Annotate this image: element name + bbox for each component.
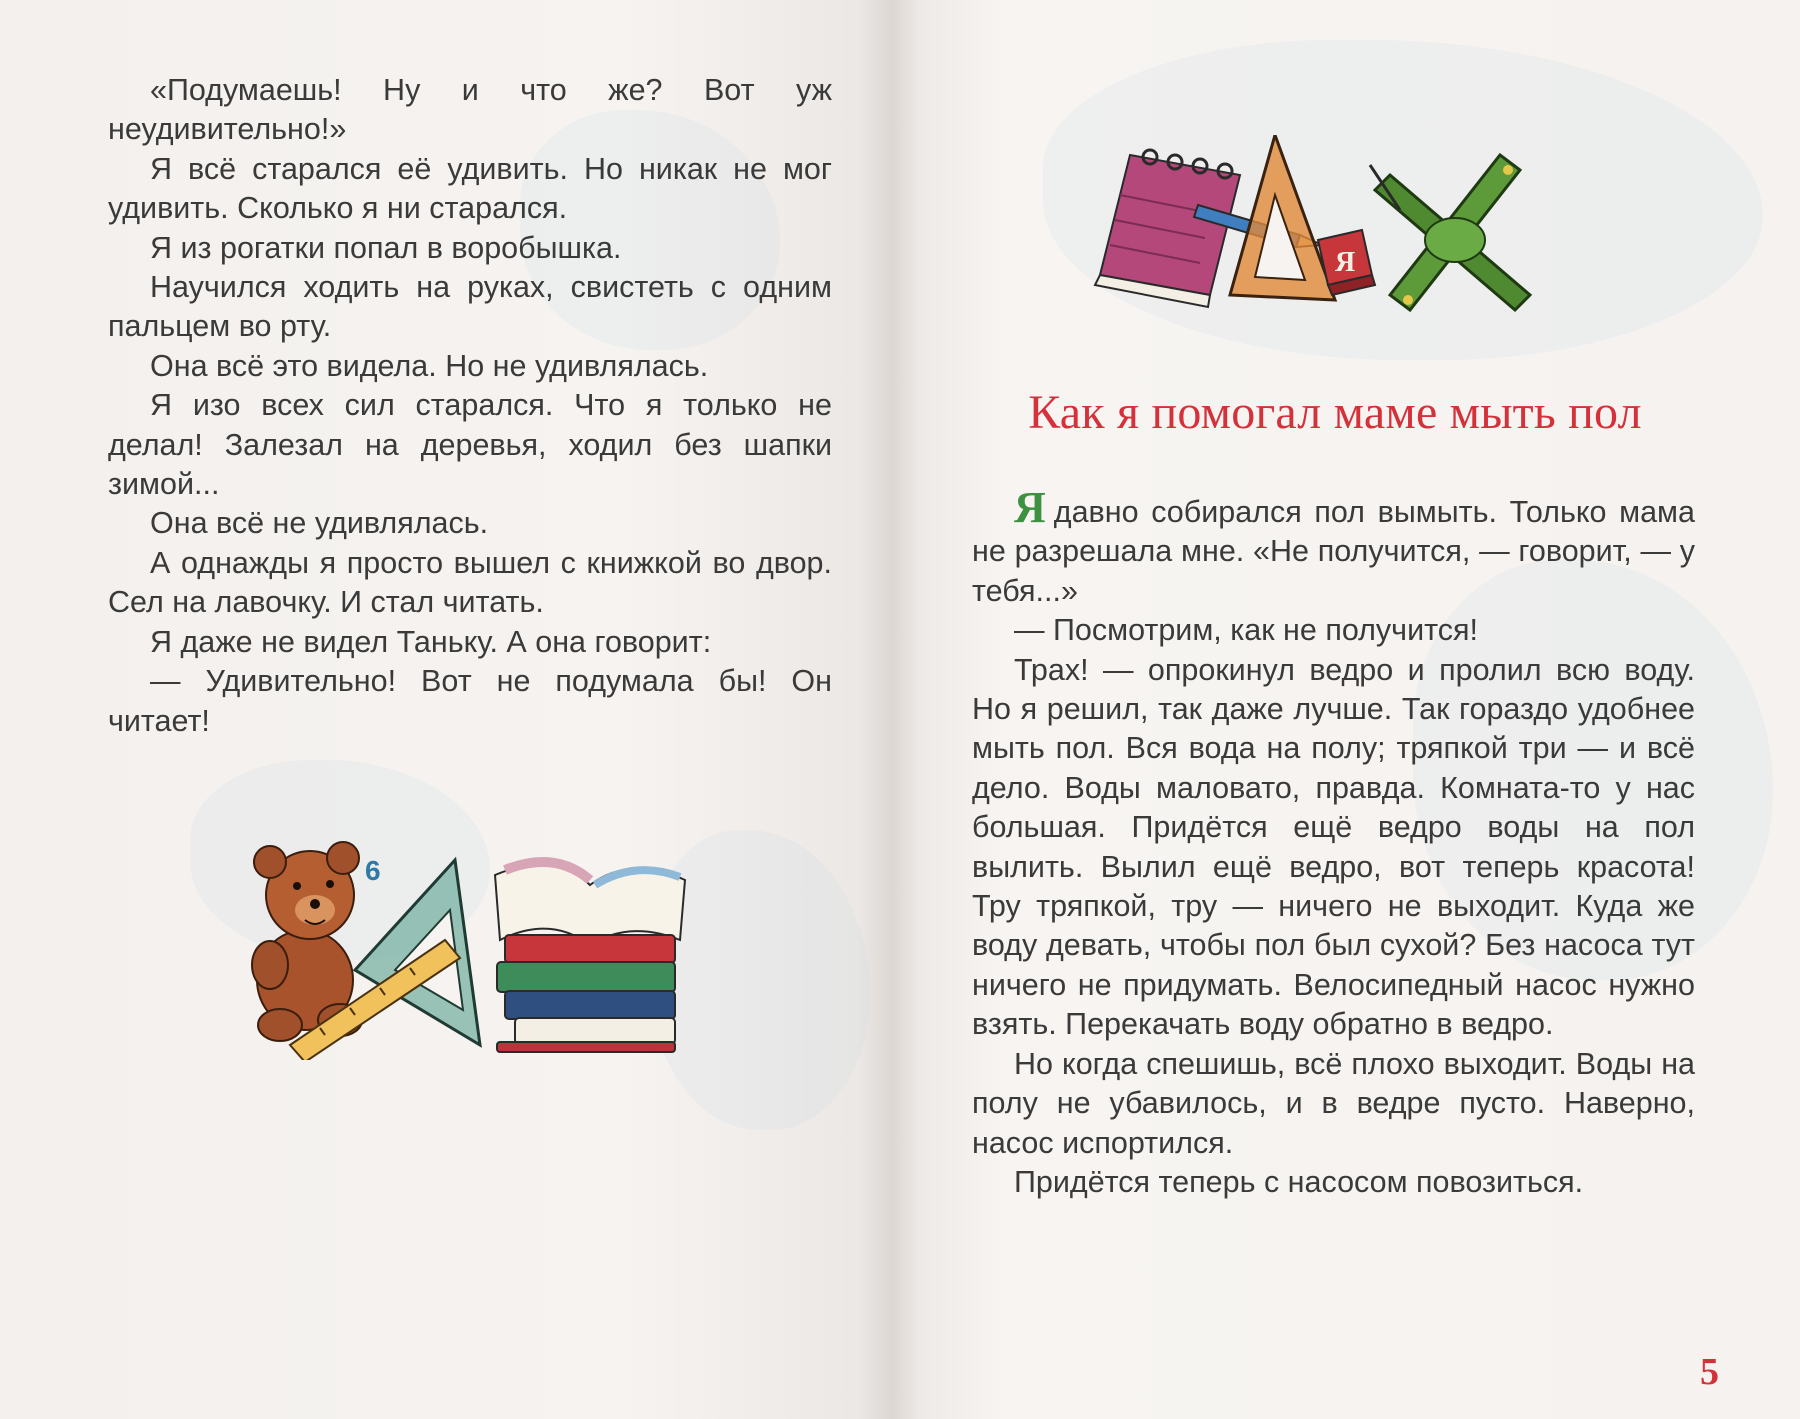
drop-cap: Я xyxy=(1014,483,1046,532)
school-items-illustration xyxy=(1090,135,1590,350)
block-letter: Я xyxy=(1335,247,1356,278)
paragraph: Придётся теперь с насосом повозиться. xyxy=(1014,1164,1584,1199)
stacked-books-icon xyxy=(495,862,685,1052)
paragraph: Я даже не видел Таньку. А она говорит: xyxy=(150,624,712,659)
paragraph: А однажды я просто вышел с книжкой во двор. Сел на лавочку. И стал читать. xyxy=(108,545,832,620)
paragraph: Я из рогатки попал в воробышка. xyxy=(150,230,622,265)
chapter-title: Как я помогал маме мыть пол xyxy=(1028,386,1642,439)
page-number: 5 xyxy=(1700,1351,1719,1393)
first-paragraph-text: давно собирался пол вымыть. Только мама не разрешала мне. «Не получится, — говорит, — у тебя...» xyxy=(972,495,1695,608)
notebook-icon xyxy=(1095,150,1240,307)
paragraph: Она всё это видела. Но не удивлялась. xyxy=(150,348,709,383)
digit-six: 6 xyxy=(365,855,381,886)
paragraph: Трах! — опрокинул ведро и пролил всю воду. Но я решил, так даже лучше. Так гораздо удобнее мыть пол. Вся вода на полу; тряпкой три — и всё дело. Воды маловато, правда. Комната-то у нас большая. Придётся ещё ведро воды на пол вылить. Вылил ещё ведро, вот теперь красота! Тру тряпкой, тру — ничего не выходит. Куда же воду девать, чтобы пол был сухой? Без насоса тут ничего не придумать. Велосипедный насос нужно взять. Перекачать воду обратно в ведро. xyxy=(972,652,1695,1042)
paragraph: Научился ходить на руках, свистеть с одним пальцем во рту. xyxy=(108,270,832,344)
paragraph: — Удивительно! Вот не подумала бы! Он читает! xyxy=(108,664,832,738)
triangle-ruler-icon xyxy=(1230,135,1335,300)
bear-and-books-illustration xyxy=(235,830,725,1060)
paragraph: Но когда спешишь, всё плохо выходит. Воды на полу не убавилось, и в ведре пусто. Наверно, насос испортился. xyxy=(972,1046,1695,1160)
triangle-ruler-icon xyxy=(355,860,480,1045)
toy-airplane-icon xyxy=(1370,155,1530,310)
paragraph: Она всё не удивлялась. xyxy=(150,506,489,541)
paragraph xyxy=(972,483,1695,611)
right-page-text xyxy=(972,483,1695,1202)
paragraph: Я всё старался её удивить. Но никак не мог удивить. Сколько я ни старался. xyxy=(108,151,832,226)
paragraph: — Посмотрим, как не получится! xyxy=(1014,613,1478,648)
paragraph: «Подумаешь! Ну и что же? Вот уж неудивительно!» xyxy=(108,73,832,147)
left-page-text xyxy=(108,71,832,741)
paragraph: Я изо всех сил старался. Что я только не делал! Залезал на деревья, ходил без шапки зимой... xyxy=(108,388,832,502)
left-page xyxy=(0,0,893,1419)
